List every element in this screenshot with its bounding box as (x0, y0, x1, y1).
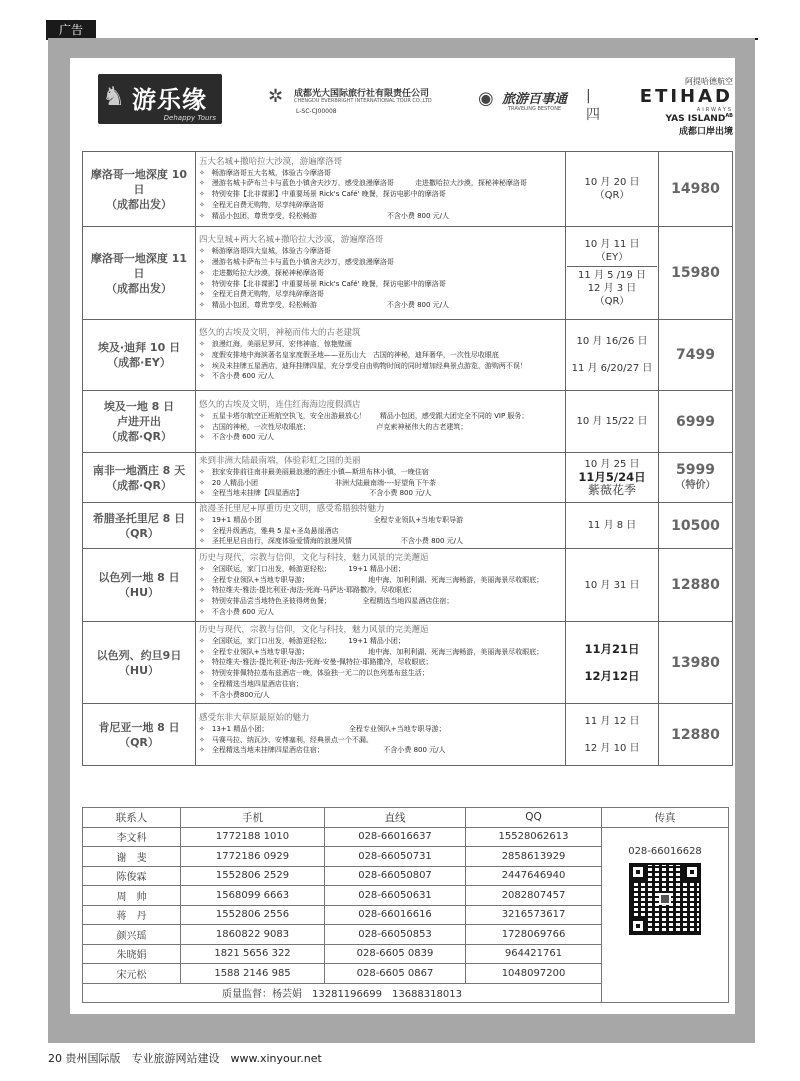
contact-mobile: 1552806 2529 (181, 866, 325, 886)
everbright-mark-icon: ✲ (268, 86, 284, 107)
price-value: 13980 (671, 654, 720, 671)
tour-name (83, 320, 196, 391)
contact-direct: 028-66050807 (325, 866, 466, 886)
qr-code-icon (629, 863, 701, 935)
contact-name: 陈俊霖 (83, 866, 181, 886)
tour-feature: ✧ 马赛马拉、纳瓦沙、安博塞利，经典景点一个不漏。 (199, 735, 373, 744)
tour-feature: ✧ 全程专业领队+当地专职导游； 地中海、加利利湖、死海三海畅游，美丽海景尽收眼底； (199, 647, 544, 656)
tour-tagline: 浪漫圣托里尼+厚重历史文明，感受希腊独特魅力 (199, 504, 385, 514)
contact-mobile: 1860822 9083 (181, 925, 325, 945)
date-line: 11 月 6/20/27 日 (571, 363, 653, 374)
contact-qq: 2447646940 (466, 866, 602, 886)
contact-table (82, 807, 729, 1003)
contact-qq: 2082807457 (466, 886, 602, 906)
tour-name (83, 227, 196, 320)
tour-description (196, 503, 566, 549)
tour-feature: ✧ 全程无自费无购物，尽享纯碎摩洛哥 (199, 290, 324, 299)
date-line: 10 月 15/22 日 (576, 416, 648, 427)
tour-description (196, 320, 566, 391)
qr-finder (629, 917, 647, 935)
qr-finder (629, 863, 647, 881)
tour-feature: ✧ 度假安排地中海滨著名皇家度假圣地——亚历山大 古国的神秘，迪拜奢华，一次性尽收眼底 (199, 350, 499, 359)
contact-mobile: 1552806 2556 (181, 905, 325, 925)
fax-number: 028-66016628 (628, 845, 702, 857)
tour-feature: ✧ 全程精选当地未挂牌四星酒店住宿； 不含小费 800 元/人 (199, 746, 446, 755)
tour-feature: ✧ 特拉维夫-雅法-提比利亚-海法-死海-安曼-佩特拉-耶路撒冷，尽收眼底； (199, 658, 433, 667)
tour-description (196, 549, 566, 622)
tour-feature: ✧ 不含小费 600 元/人 (199, 433, 275, 442)
tour-dates (566, 622, 659, 704)
tour-feature: ✧ 浪漫红海，美丽尼罗河，宏伟神庙，惊艳壁画 (199, 340, 352, 349)
price-value: 5999 (676, 461, 715, 478)
tour-feature: ✧ 不含小费 600 元/人 (199, 607, 275, 616)
qr-finder (683, 863, 701, 881)
price-value: 10500 (671, 517, 720, 534)
date-block (567, 735, 657, 762)
contact-name: 颜兴瑶 (83, 925, 181, 945)
date-block (567, 355, 657, 382)
tour-name-line: 以色列一地 8 日 (98, 571, 180, 585)
logo-header (70, 58, 735, 148)
tour-feature: ✧ 特别安排品尝当地特色圣彼得烤鱼餐； 全程精选当地四星酒店住宿； (199, 596, 454, 605)
tour-dates (566, 704, 659, 766)
date-line: 11 月 5 /19 日 (578, 270, 646, 281)
tour-name (83, 549, 196, 622)
tour-name-line: 埃及一地 8 日 (103, 400, 175, 413)
tour-row (83, 152, 733, 227)
contact-name: 周 帅 (83, 886, 181, 906)
contact-name: 李文科 (83, 827, 181, 847)
tour-tagline: 四大皇城+两大名城+撒哈拉大沙漠，游遍摩洛哥 (199, 235, 384, 246)
tour-tagline: 历史与现代，宗教与信仰，文化与科技，魅力风景的完美邂逅 (199, 552, 429, 563)
contact-direct: 028-6605 0867 (325, 964, 466, 984)
tour-row (83, 391, 733, 453)
tour-feature: ✧ 埃及未挂牌五星酒店，迪拜挂牌四星，充分享受自由购物时间的同时增加经典景点游览，游购两不误！ (199, 361, 527, 370)
tour-name-line: 以色列、约旦9日 (96, 648, 182, 662)
tour-dates (566, 320, 659, 391)
date-line: （EY） (595, 252, 629, 263)
contact-direct: 028-66016616 (325, 905, 466, 925)
globe-icon: ◉ (478, 88, 494, 109)
tour-row (83, 320, 733, 391)
tour-feature: ✧ 漫游名城卡萨布兰卡与蓝色小镇舍夫沙万，感受浪漫摩洛哥 走进撒哈拉大沙漠，探秘神秘摩洛哥 (199, 179, 527, 188)
contact-row (83, 827, 729, 847)
contact-qq: 1048097200 (466, 964, 602, 984)
col-header-direct: 直线 (325, 808, 466, 828)
tour-feature: ✧ 全程升级酒店，雅典 5 星+圣岛悬崖酒店 (199, 526, 339, 535)
tour-name-line: 肯尼亚一地 8 日 (98, 720, 180, 734)
date-line: 11月5/24日 (578, 470, 646, 484)
date-line: 10 月 31 日 (584, 579, 640, 591)
tour-description (196, 152, 566, 227)
yas-island-label: YAS $ISLAND^{AB}$ (665, 113, 733, 124)
date-line: （QR） (594, 296, 630, 307)
tour-feature: ✧ 不含小费 600 元/人 (199, 372, 275, 381)
price-value: 15980 (671, 265, 720, 281)
tour-feature: ✧ 古国的神秘，一次性尽收眼底； 卢克索神秘伟大的古老建筑； (199, 422, 468, 431)
col-header-fax: 传真 (602, 808, 729, 828)
tour-feature: ✧ 全程专业领队+当地专职导游； 地中海、加利利湖、死海三海畅游，美丽海景尽收眼底； (199, 575, 544, 584)
tour-price (659, 704, 733, 766)
date-line: 10 月 20 日 (584, 177, 640, 188)
date-line: 11月21日 (584, 641, 640, 656)
fax-cell (602, 827, 729, 1003)
qr-center (659, 893, 671, 905)
date-line: 10 月 11 日 (584, 239, 640, 250)
contact-mobile: 1772188 1010 (181, 827, 325, 847)
tour-feature: ✧ 走进撒哈拉大沙漠，探秘神秘摩洛哥 (199, 268, 324, 277)
lvyoubaishitong-logo: ◉ 旅游百事通 TRAVELING BESTONE | 四 (478, 88, 600, 123)
tour-feature: ✧ 全国联运，家门口出发，畅游更轻松； 19+1 精品小团； (199, 564, 405, 573)
date-block (567, 266, 657, 310)
tour-name-line: （HU） (118, 663, 160, 677)
date-block (567, 636, 657, 663)
date-line: 11 月 8 日 (587, 520, 637, 532)
tour-price (659, 622, 733, 704)
date-block (567, 663, 657, 690)
tour-feature: ✧ 特拉维夫-雅法-提比利亚-海法-死海-马萨达-耶路撒冷，尽收眼底； (199, 586, 417, 595)
price-value: 7499 (676, 347, 715, 363)
date-block (567, 328, 657, 355)
date-block (567, 708, 657, 735)
contact-name: 谢 斐 (83, 847, 181, 867)
tour-dates (566, 453, 659, 503)
tour-row (83, 549, 733, 622)
tour-dates (566, 503, 659, 549)
tour-feature: ✧ 19+1 精品小团 全程专业领队+当地专职导游 (199, 516, 464, 524)
tour-dates (566, 152, 659, 227)
contact-qq: 15528062613 (466, 827, 602, 847)
tour-feature: ✧ 全程精选当地四星酒店住宿； (199, 679, 303, 688)
date-line: 紫薇花季 (587, 483, 636, 497)
tour-feature: ✧ 13+1 精品小团； 全程专业领队+当地专职导游； (199, 725, 446, 734)
date-line: 12月12日 (584, 668, 640, 683)
date-line: （QR） (594, 190, 630, 201)
quality-supervisor: 质量监督：杨芸娟 13281196699 13688318013 (83, 983, 602, 1003)
page-footer: 20 贵州国际版 专业旅游网站建设 www.xinyour.net (48, 1052, 322, 1065)
tour-tagline: 五大名城+撒哈拉大沙漠，游遍摩洛哥 (199, 156, 343, 167)
ad-label: 广告 (46, 20, 96, 40)
tour-price (659, 320, 733, 391)
tour-tagline: 悠久的古埃及文明，连住红海海边度假酒店 (199, 399, 361, 410)
contact-direct: 028-6605 0839 (325, 944, 466, 964)
date-line: 10 月 16/26 日 (576, 336, 648, 347)
tour-row (83, 227, 733, 320)
tour-name (83, 704, 196, 766)
tour-price (659, 152, 733, 227)
horse-icon: ♞ (102, 82, 126, 112)
tour-name-line: （成都·QR） (106, 478, 172, 492)
price-note: （特价） (675, 479, 716, 491)
tour-name (83, 391, 196, 453)
tour-row (83, 704, 733, 766)
contact-name: 蒋 丹 (83, 905, 181, 925)
tour-description (196, 704, 566, 766)
tour-feature: ✧ 全程无自费无购物，尽享纯碎摩洛哥 (199, 200, 324, 209)
date-block (567, 236, 657, 266)
tour-tagline: 历史与现代，宗教与信仰，文化与科技，魅力风景的完美邂逅 (199, 625, 429, 635)
contact-name: 朱晓娟 (83, 944, 181, 964)
tour-table (82, 151, 733, 766)
tour-row (83, 503, 733, 549)
contact-mobile: 1821 5656 322 (181, 944, 325, 964)
tour-tagline: 悠久的古埃及文明，神秘而伟大的古老建筑 (199, 328, 361, 339)
tour-name-line: 摩洛哥一地深度 11 日 (90, 251, 188, 280)
col-header-name: 联系人 (83, 808, 181, 828)
tour-name-line: （HU） (118, 586, 160, 600)
contact-qq: 2858613929 (466, 847, 602, 867)
tour-name-line: （成都·EY） (107, 356, 171, 369)
ad-sheet (70, 58, 735, 1014)
tour-feature: ✧ 全国联运，家门口出发，畅游更轻松； 19+1 精品小团； (199, 637, 405, 645)
tour-feature: ✧ 畅游摩洛哥四大皇城，体验古今摩洛哥 (199, 247, 331, 256)
tour-name-line: （成都出发） (106, 281, 172, 295)
tour-feature: ✧ 精品小包团，尊贵享受，轻松畅游 不含小费 800 元/人 (199, 300, 450, 309)
price-value: 6999 (676, 413, 715, 430)
tour-price (659, 227, 733, 320)
tour-price (659, 391, 733, 453)
contact-direct: 028-66050731 (325, 847, 466, 867)
tour-name-line: （成都出发） (106, 197, 172, 211)
contact-direct: 028-66050631 (325, 886, 466, 906)
contact-name: 宋元松 (83, 964, 181, 984)
contact-qq: 3216573617 (466, 905, 602, 925)
date-block (567, 174, 657, 204)
tour-feature: ✧ 精品小包团，尊贵享受，轻松畅游 不含小费 800 元/人 (199, 211, 450, 220)
contact-mobile: 1772186 0929 (181, 847, 325, 867)
date-line: 12 月 10 日 (584, 742, 640, 754)
date-block (567, 577, 657, 594)
tour-name (83, 453, 196, 503)
tour-price (659, 453, 733, 503)
tour-feature: ✧ 20 人精品小团 非洲大陆最南端----好望角下午茶 (199, 478, 437, 487)
date-block (567, 413, 657, 430)
tour-price (659, 503, 733, 549)
tour-description (196, 622, 566, 704)
tour-name-line: 希腊圣托里尼 8 日 (92, 511, 186, 525)
tour-feature: ✧ 圣托里尼自由行，深度体验爱情海的浪漫风情 不含小费 800 元/人 (199, 537, 464, 546)
tour-feature: ✧ 特别安排【北非谍影】中重要场景 Rick's Café' 晚餐，探访电影中的摩洛哥 (199, 190, 446, 199)
tour-tagline: 来到非洲大陆最南端，体验彩虹之国的美丽 (199, 455, 361, 466)
youleyuan-logo: ♞ 游乐缘 Dehappy Tours (98, 74, 222, 124)
tour-row (83, 622, 733, 704)
contact-mobile: 1588 2146 985 (181, 964, 325, 984)
tour-name-line: 埃及·迪拜 10 日 (97, 341, 181, 354)
etihad-logo: 阿提哈德航空 ETIHAD AIRWAYS YAS $ISLAND^{AB}$ 成都口岸出境 (639, 77, 733, 137)
tour-name (83, 622, 196, 704)
tour-feature: ✧ 畅游摩洛哥五大名城，体验古今摩洛哥 (199, 168, 331, 177)
tour-feature: ✧ 全程当地未挂牌【四星酒店】 不含小费 800 元/人 (199, 489, 432, 498)
tour-description (196, 391, 566, 453)
tour-name-line: 南非一地酒庄 8 天 (92, 463, 186, 477)
contact-header-row (83, 808, 729, 828)
tour-feature: ✧ 特别安排佩特拉基布兹酒店一晚，体验独一无二的以色列基布兹生活； (199, 669, 429, 678)
price-value: 12880 (671, 577, 720, 594)
contact-mobile: 1568099 6663 (181, 886, 325, 906)
tour-name-line: （成都·QR） (106, 430, 172, 443)
everbright-logo: ✲ 成都光大国际旅行社有限责任公司 CHENGDU EVERBRIGHT INTERNATIONAL TOUR CO.,LTD L-SC-CJ00008 (268, 86, 432, 115)
tour-dates (566, 549, 659, 622)
tour-feature: ✧ 漫游名城卡萨布兰卡与蓝色小镇舍夫沙万，感受浪漫摩洛哥 (199, 258, 394, 267)
tour-feature: ✧ 独家安排前往南非最美丽最浪漫的酒庄小镇—斯坦布林小镇，一晚住宿 (199, 467, 429, 476)
date-block (567, 456, 657, 499)
date-line: 10 月 25 日 (584, 459, 640, 470)
contact-qq: 1728069766 (466, 925, 602, 945)
tour-price (659, 549, 733, 622)
date-block (567, 517, 657, 534)
tour-name-line: 摩洛哥一地深度 10 日 (90, 167, 188, 196)
date-line: 12 月 3 日 (587, 283, 637, 294)
tour-name-line: （QR） (119, 526, 159, 540)
tour-name-line: （QR） (119, 735, 159, 749)
tour-feature: ✧ 特别安排【北非谍影】中重要场景 Rick's Café' 晚餐，探访电影中的摩洛哥 (199, 279, 446, 288)
col-header-qq: QQ (466, 808, 602, 828)
price-value: 14980 (671, 181, 720, 197)
contact-direct: 028-66016637 (325, 827, 466, 847)
tour-tagline: 感受东非大草原最原始的魅力 (199, 713, 310, 724)
date-line: 11 月 12 日 (584, 715, 640, 727)
tour-name-line: 卢进开出 (117, 415, 161, 428)
contact-qq: 964421761 (466, 944, 602, 964)
tour-description (196, 227, 566, 320)
tour-feature: ✧ 不含小费800元/人 (199, 690, 270, 699)
price-value: 12880 (671, 726, 720, 743)
tour-name (83, 152, 196, 227)
contact-direct: 028-66050853 (325, 925, 466, 945)
tour-feature: ✧ 五星卡塔尔航空正班航空执飞，安全出游最放心！ 精品小包团，感受跟大团完全不同的 VIP 服务； (199, 411, 529, 420)
col-header-mobile: 手机 (181, 808, 325, 828)
tour-row (83, 453, 733, 503)
tour-dates (566, 227, 659, 320)
tour-description (196, 453, 566, 503)
tour-name (83, 503, 196, 549)
tour-dates (566, 391, 659, 453)
